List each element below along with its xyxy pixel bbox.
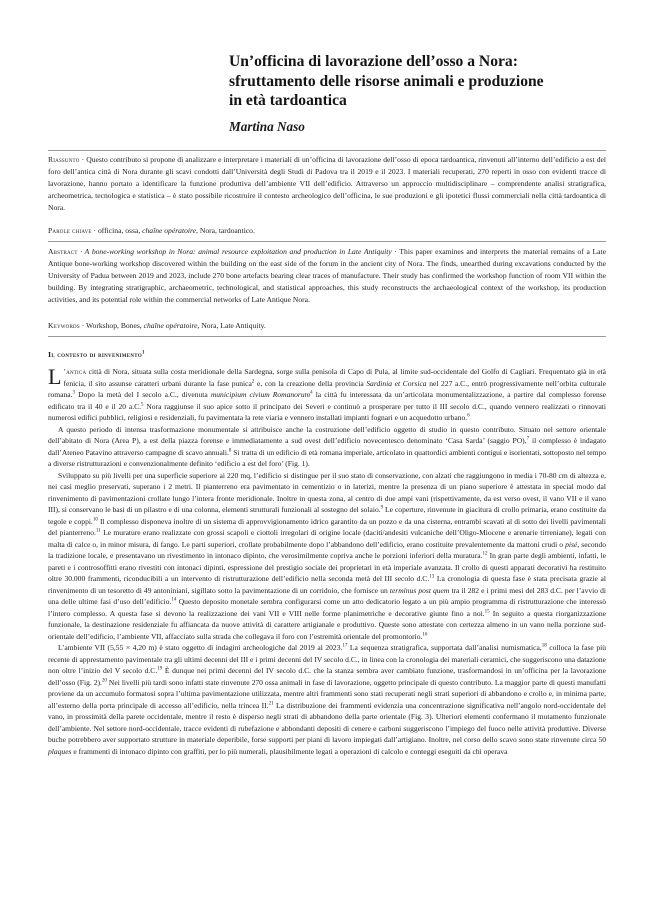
abstract-label: Abstract <box>48 247 78 256</box>
abstract-block <box>48 246 606 306</box>
riassunto-text: Riassunto · Questo contributo si propone di analizzare e interpretare i materiali di un’officina di lavorazione dell’osso di epoca tardoantica, rinvenuti all’interno dell’edificio a est del foro dell’antica città di Nora durante gli scavi condotti dall’Università degli Studi di Padova tra il 2019 e il 2023. I materiali recuperati, 270 reperti in osso con evidenti tracce di lavorazione, hanno portato a identificare la funzione produttiva dell’ambiente VII dell’edificio. Attraverso un approccio multidisciplinare – comprendente analisi stratigrafica, archeometrica, tecnologica e statistica – è stato possibile ricostruire il contesto archeologico dell’officina, le sue produzioni e gli ipotetici flussi commerciali nella città tardoantica di Nora. <box>48 155 606 212</box>
article-author: Martina Naso <box>229 119 305 134</box>
rule-bottom <box>48 336 606 337</box>
paragraph-3: Sviluppato su più livelli per una superficie superiore ai 220 mq, l’edificio si distingue per il suo stato di conservazione, con alzati che raggiungono in media i 70-80 cm di altezza e, nei casi meglio preservati, superano i 2 metri. Il pianterreno era pavimentato in cementizio o in laterizi, mentre la presenza di un piano superiore è attestata in special modo dal rinvenimento di pavimentazioni crollate lungo l’intera fronte meridionale. Inoltre in questa zona, al centro di due ampi vani (rispettivamente, da est verso ovest, il vano VII e il vano III), si conservano le basi di un pilastro e di una colonna, elementi strutturali funzionali al sostegno del solaio.$^9$ Le coperture, rinvenute in giacitura di crollo primaria, erano costituite da tegole e coppi.$^{10}$ Il complesso disponeva inoltre di un sistema di approvvigionamento idrico garantito da un pozzo e da una cisterna, entrambi scavati al di sotto dei livelli pavimentali del pianterreno.$^{11}$ Le murature erano realizzate con grossi scapoli e ciottoli irregolari di origine locale (daciti/andesiti vulcaniche dell’Oligo-Miocene e arenarie tirreniane), legati con malta di calce o, in minor misura, di fango. Le parti superiori, crollate probabilmente dopo l’abbandono dell’edificio, erano costituite prevalentemente da mattoni crudi o pisé, secondo la tradizione locale, e presentavano un rivestimento in intonaco dipinto, che verosimilmente copriva anche le porzioni inferiori della muratura.$^{12}$ In gran parte degli ambienti, infatti, le pareti e i controsoffitti erano rivestiti con intonaci dipinti, espressione del prestigio sociale dei proprietari in età imperiale avanzata. Il crollo di questi apparati decorativi ha restituito oltre 30.000 frammenti, riconducibili a un intervento di ristrutturazione dell’edificio nella seconda metà del III secolo d.C.$^{13}$ La cronologia di questa fase è stata precisata grazie al rinvenimento di un tesoretto di 49 antoniniani, sigillato sotto la pavimentazione di un corridoio, che fornisce un terminus post quem tra il 282 e i primi mesi del 283 d.C. per l’avvio di una delle ultime fasi d’uso dell’edificio.$^{14}$ Questo deposito monetale sembra configurarsi come un atto dedicatorio legato a un più ampio programma di ristrutturazione che interessò l’intero complesso. A questa fase si devono la realizzazione dei vani VII e VIII nelle forme planimetriche e decorative giunte fino a noi.$^{15}$ In seguito a questa riorganizzazione funzionale, la destinazione residenziale fu affiancata da nuove attività di carattere artigianale e produttivo. Queste sono attestate con certezza almeno in un vano nella porzione sud-orientale dell’edificio, l’ambiente VII, affacciato sulla strada che collegava il foro con l’estremità orientale del promontorio.$^{16}$ <box>48 470 607 641</box>
rule-top <box>48 150 606 151</box>
parole-chiave-block <box>48 225 606 236</box>
riassunto-block <box>48 154 606 214</box>
paragraph-1: L ’antica città di Nora, situata sulla costa meridionale della Sardegna, sorge sulla penisola di Capo di Pula, al limite sud-occidentale del Golfo di Cagliari. Frequentato già in età fenicia, il sito assunse caratteri urbani durante la fase punica$^2$ e, con la creazione della provincia Sardinia et Corsica nel 227 a.C., entrò progressivamente nell’orbita culturale romana.$^3$ Dopo la metà del I secolo a.C., divenuta municipium civium Romanorum$^4$ la città fu interessata da un’articolata monumentalizzazione, a partire dal complesso forense edificato tra il 40 e il 20 a.C.$^5$ Nora raggiunse il suo apice sotto il principato dei Severi e continuò a prosperare per tutto il III secolo d.C., quando vennero realizzati o rinnovati numerosi edifici pubblici, religiosi e residenziali, fu pavimentata la rete viaria e vennero installati impianti fognari e un acquedotto urbano.$^6$ <box>48 364 606 422</box>
paragraph-2: A questo periodo di intensa trasformazione monumentale si attribuisce anche la costruzione dell’edificio oggetto di studio in questo contributo. Situato nel settore orientale dell’abitato di Nora (Area P), a est della piazza forense e immediatamente a sud ovest dell’edificio novecentesco denominato ‘Casa Sarda’ (saggio PO),$^7$ il complesso è indagato dall’Ateneo Patavino attraverso campagne di scavo annuali.$^8$ Si tratta di un edificio di età romana imperiale, articolato in quattordici ambienti contigui e isorientati, sottoposto nel tempo a diverse ristrutturazioni e convenzionalmente definito ‘edificio a est del foro’ (Fig. 1). <box>48 424 607 468</box>
abstract-text: Abstract · A bone-working workshop in Nora: animal resource exploitation and production in Late Antiquity · This paper examines and interprets the material remains of a Late Antique bone-working workshop discovered within the building on the east side of the forum in the ancient city of Nora. The finds, unearthed during excavations conducted by the University of Padua between 2019 and 2023, include 270 bone artefacts bearing clear traces of manufacture. Their study has confirmed the workshop function of room VII within the building. By integrating stratigraphic, archaeometric, technological, and statistical approaches, this study reconstructs the archaeological context of the workshop, its production activities, and its potential role within the commercial networks of Late Antique Nora. <box>48 247 606 304</box>
keywords-block <box>48 320 606 331</box>
body-text <box>48 366 606 757</box>
parole-chiave-label: Parole chiave <box>48 226 92 235</box>
rule-middle <box>48 241 606 242</box>
keywords-label: Keywords <box>48 321 80 330</box>
drop-cap: L <box>48 364 62 389</box>
keywords-text: Keywords · Workshop, Bones, chaîne opératoire, Nora, Late Antiquity. <box>48 321 266 330</box>
article-title: Un’officina di lavorazione dell’osso a Nora: sfruttamento delle risorse animali e produzione in età tardoantica <box>229 53 544 109</box>
riassunto-label: Riassunto <box>48 155 80 164</box>
footnote-ref: 1 <box>142 350 145 356</box>
section-heading: Il contesto di rinvenimento$^1$ <box>48 350 145 359</box>
paragraph-4: L’ambiente VII (5,55 × 4,20 m) è stato oggetto di indagini archeologiche dal 2019 al 2023.17 La sequenza stratigrafica, supportata dall’analisi numismatica,$^{18}$ colloca la fase più recente di apprestamento pavimentale tra gli ultimi decenni del III e i primi decenni del IV secolo d.C., in linea con la cronologia dei materiali ceramici, che suggeriscono una datazione non oltre l’inizio del V secolo d.C.$^{19}$ È dunque nei primi decenni del IV secolo d.C. che la stanza sembra aver cambiato funzione, trasformandosi in un’officina per la lavorazione dell’osso (Fig. 2).$^{20}$ Nei livelli più tardi sono infatti state rinvenute 270 ossa animali in fase di lavorazione, oggetto principale di questo contributo. La maggior parte di questi manufatti proviene da un accumulo formatosi sopra l’ultima pavimentazione utilizzata, mentre altri frammenti sono stati recuperati negli strati superiori di abbandono e crollo e, in minima parte, all’esterno della porta principale di accesso all’edificio, nella trincea II.$^{21}$ La distribuzione dei frammenti evidenzia una concentrazione significativa nell’angolo nord-occidentale del vano, in prossimità della parete occidentale, mentre il resto è disperso negli strati di abbandono della parte orientale (Fig. 3). Ulteriori elementi confermano il mutamento funzionale dell’ambiente. Nel settore nord-occidentale, tracce evidenti di rubefazione e abbondanti depositi di cenere e carboni suggeriscono l’impiego del fuoco nelle attività produttive. Diverse buche potrebbero aver supportato strutture in materiale deperibile, forse supporti per piani di lavoro impiegati dall’artigiano. Inoltre, nel corso dello scavo sono state rinvenute circa 50 plaques e frammenti di intonaco dipinto con graffiti, per lo più numerali, plausibilmente legati a operazioni di calcolo e conteggi eseguiti da chi operava <box>48 643 606 756</box>
parole-chiave-text: Parole chiave · officina, ossa, chaîne opératoire, Nora, tardoantico. <box>48 226 255 235</box>
